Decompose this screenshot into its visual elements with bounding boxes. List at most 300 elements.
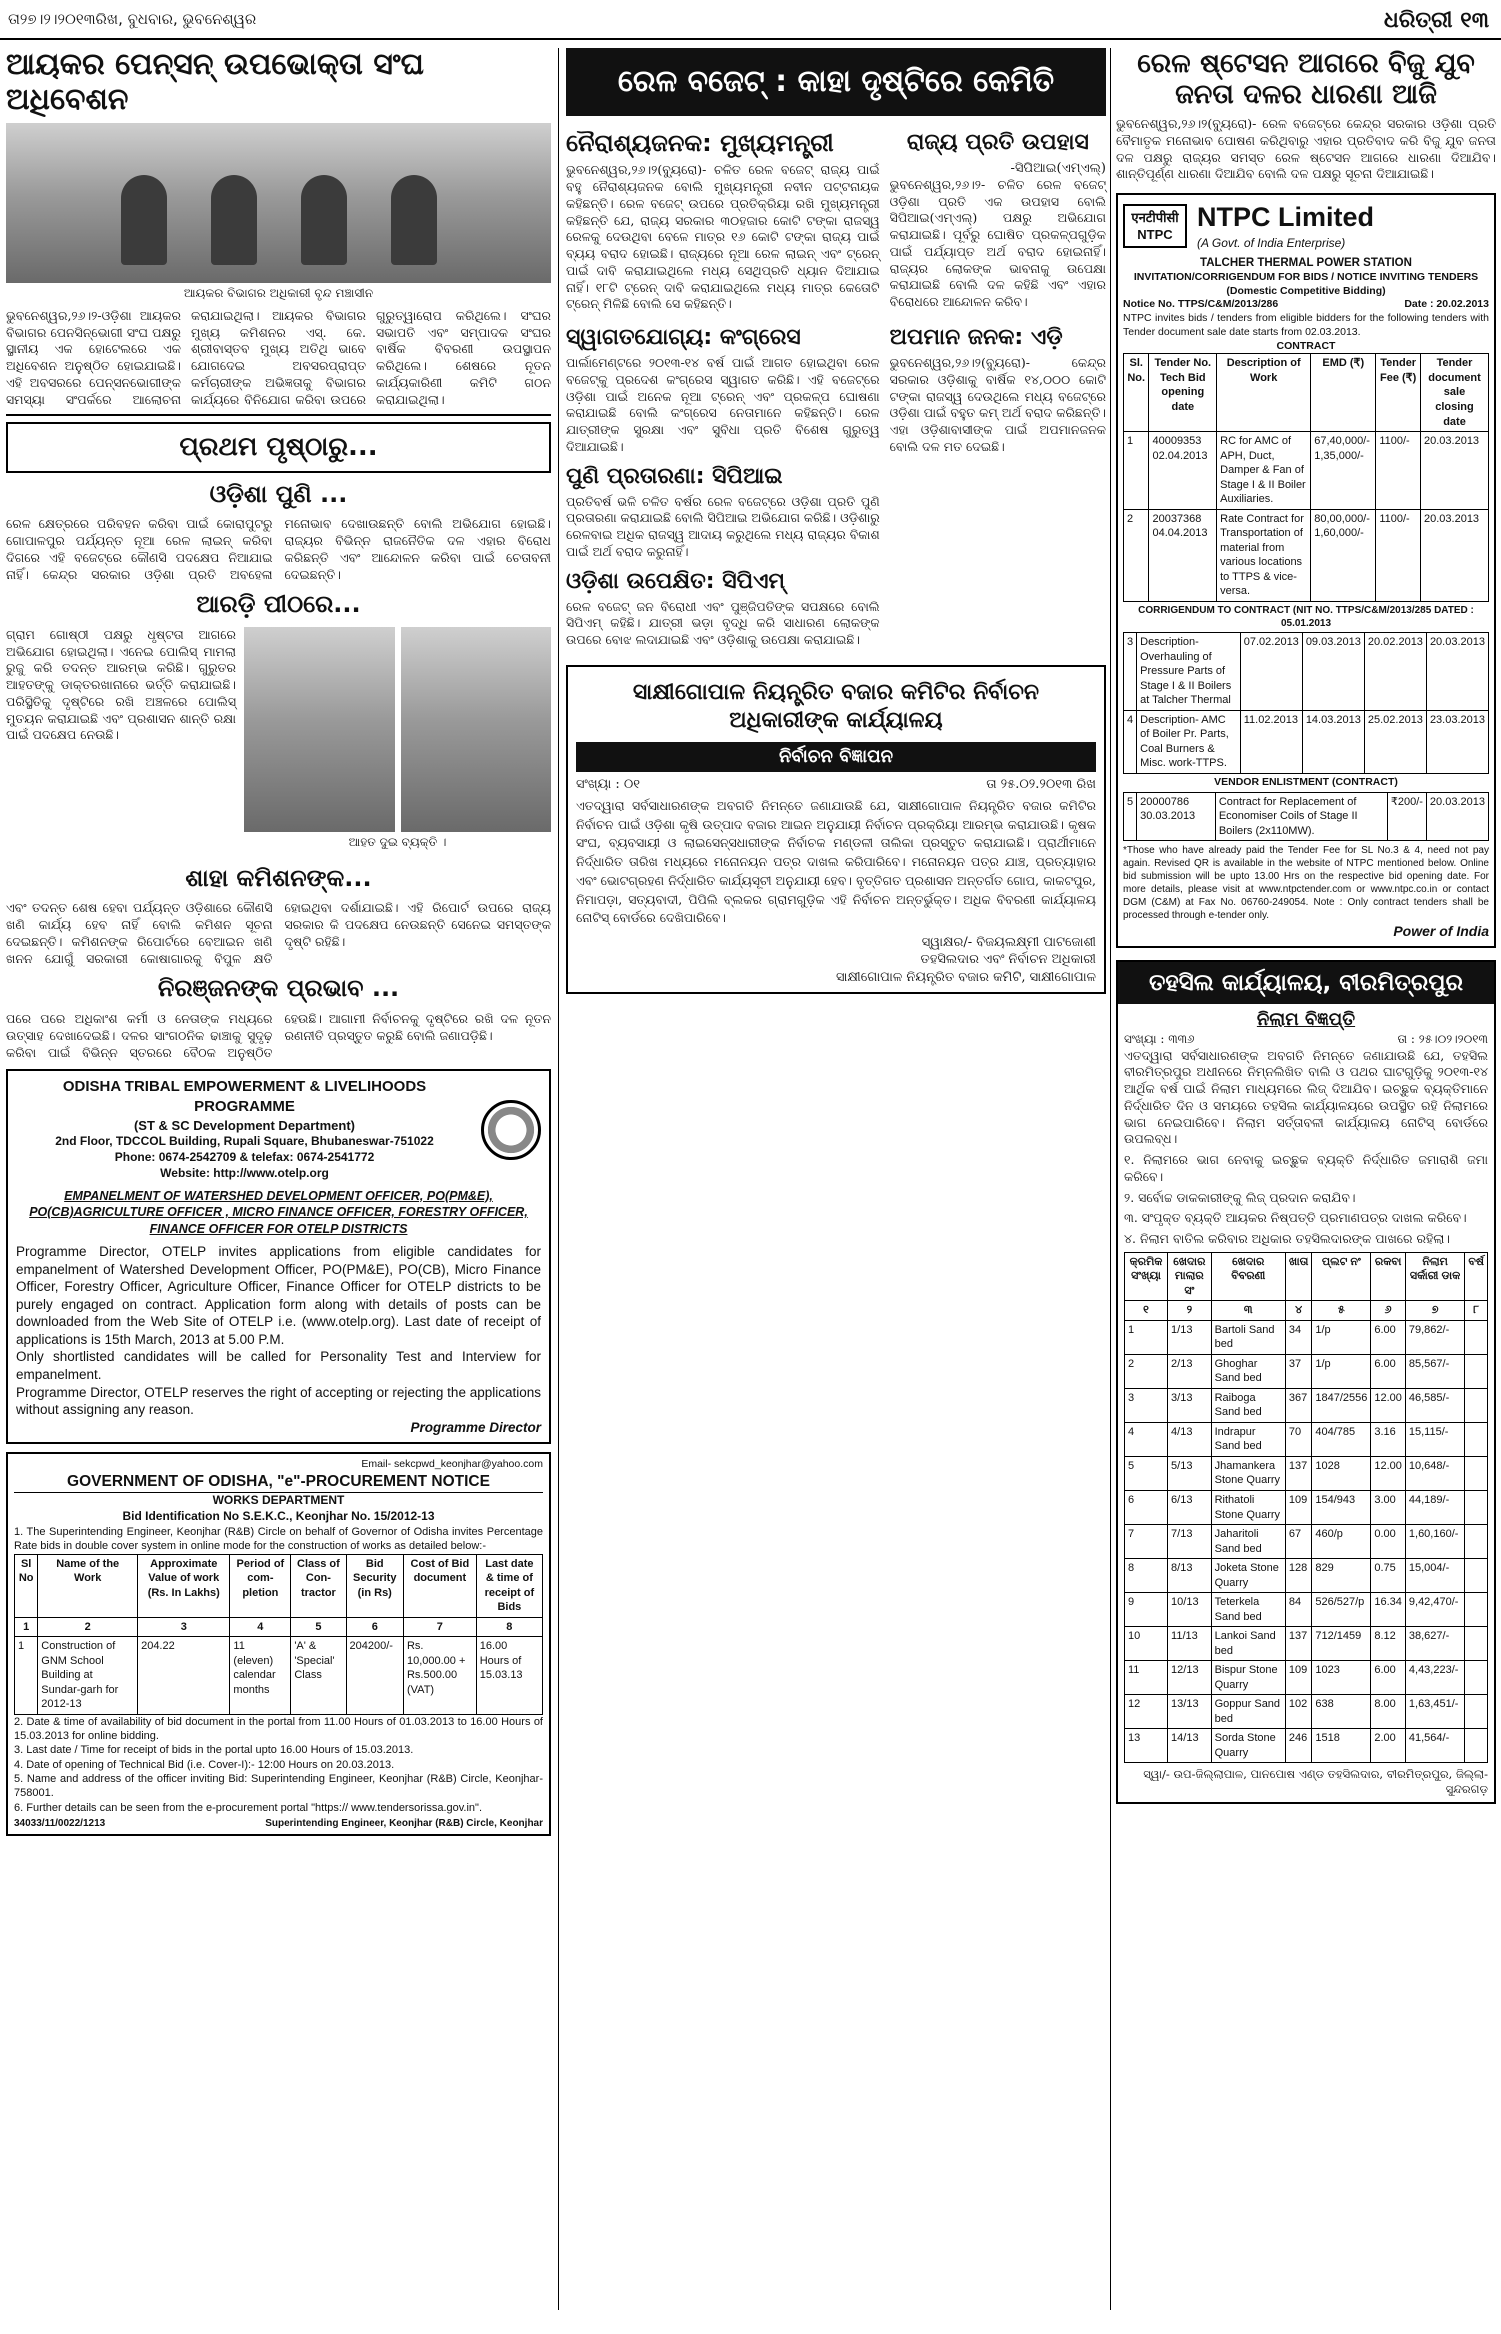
table-header: ୪: [1285, 1301, 1311, 1321]
table-header: ୭: [1405, 1301, 1464, 1321]
table-header: 5: [291, 1617, 346, 1637]
table-cell: 7/13: [1168, 1525, 1212, 1559]
ntpc-notes: *Those who have already paid the Tender Fee for SL No.3 & 4, need not pay again. Revised QR is available in the website of NTPC mentioned below. Online bid submission will be upto 13.00 Hrs on the respective bid opening date. For more details, please visit at www.ntpctender.com or www.ntpc.co.in or contact DGM (C&M) at Fax No. 06760-249054. Note : Only contract tenders shall be processed through e-tender only.: [1123, 845, 1489, 922]
table-cell: 5/13: [1168, 1456, 1212, 1490]
ntpc-intro: NTPC invites bids / tenders from eligible bidders for the following tenders with Tender document sale date starts from 02.03.2013.: [1123, 312, 1489, 338]
rail-budget-headline: ରେଳ ବଜେଟ୍ : କାହା ଦୃଷ୍ଟିରେ କେମିତି: [566, 48, 1106, 116]
sakhigopal-subtitle: ନିର୍ବାଚନ ବିଜ୍ଞାପନ: [576, 742, 1096, 772]
tahasil-sub: ନିଲାମ ବିଜ୍ଞପ୍ତି: [1256, 1008, 1356, 1030]
table-cell: 109: [1285, 1661, 1311, 1695]
table-cell: [1465, 1729, 1488, 1763]
table-row: [1124, 432, 1489, 510]
otelp-sign: Programme Director: [410, 1419, 541, 1435]
table-cell: 526/527/p: [1312, 1593, 1371, 1627]
otelp-dept: (ST & SC Development Department): [133, 1118, 356, 1133]
table-cell: 20.03.2013: [1421, 509, 1489, 601]
table-cell: 'A' & 'Special' Class: [291, 1637, 346, 1715]
table-cell: ₹200/-: [1387, 792, 1426, 841]
congress-title: ସ୍ୱାଗତଯୋଗ୍ୟ: କଂଗ୍ରେସ: [566, 325, 801, 351]
table-cell: Sorda Stone Quarry: [1211, 1729, 1285, 1763]
table-cell: 20000786 30.03.2013: [1137, 792, 1216, 841]
table-cell: 10/13: [1168, 1593, 1212, 1627]
table-cell: 1: [1124, 432, 1149, 510]
ntpc-vendor-table: [1123, 792, 1489, 842]
table-cell: 14.03.2013: [1302, 710, 1364, 773]
otelp-website: Website: http://www.otelp.org: [160, 1165, 329, 1180]
table-cell: 11/13: [1168, 1627, 1212, 1661]
tahasil-title: ତହସିଲ କାର୍ଯ୍ୟାଳୟ, ବୀରମିତ୍ରପୁର: [1118, 962, 1494, 1004]
tahasil-condition: ୪. ନିଲାମ ବାତିଲ କରିବାର ଅଧିକାର ତହସିଲଦାରଙ୍କ ପାଖରେ ରହିଲା।: [1124, 1231, 1450, 1247]
table-cell: 1/p: [1312, 1320, 1371, 1354]
neglect-title: ଓଡ଼ିଶା ଉପେକ୍ଷିତ: ସିପିଏମ୍: [566, 568, 785, 594]
ntpc-corr-table: [1123, 632, 1489, 774]
eproc-note: 3. Last date / Time for receipt of bids in the portal upto 16.00 Hours of 15.03.2013.: [14, 1744, 414, 1757]
table-cell: 1,63,451/-: [1405, 1695, 1464, 1729]
table-cell: 137: [1285, 1456, 1311, 1490]
table-cell: 09.03.2013: [1302, 633, 1364, 711]
table-cell: 4: [1124, 710, 1137, 773]
state-byline: -ସିପିଆଇ(ଏମ୍ଏଲ୍): [1010, 160, 1106, 176]
front-page-title: ପ୍ରଥମ ପୃଷ୍ଠାରୁ...: [179, 432, 378, 463]
table-cell: [1465, 1490, 1488, 1524]
injured-photo-1: [244, 627, 395, 832]
state-title: ରାଜ୍ୟ ପ୍ରତି ଉପହାସ: [906, 129, 1089, 155]
insult-body: ଭୁବନେଶ୍ୱର,୨୬।୨(ବ୍ୟୁରୋ)- କେନ୍ଦ୍ର ସରକାର ଓଡ଼ିଶାକୁ ବାର୍ଷିକ ୧୪,୦୦୦ କୋଟି ଟଙ୍କା ରାଜସ୍ୱ ଦେଉଥିଲେ ମଧ୍ୟ ବଜେଟ୍‌ରେ ଓଡ଼ିଶା ପାଇଁ ବହୁତ କମ୍ ଅର୍ଥ ବରାଦ କରିଛନ୍ତି। ଏହା ଓଡ଼ିଶାବାସୀଙ୍କ ପାଇଁ ଅପମାନଜନକ ବୋଲି ଦଳ ମତ ଦେଇଛି।: [889, 355, 1106, 454]
injured-photos: [244, 627, 551, 857]
divider: [6, 414, 551, 416]
eproc-code: 34033/11/0022/1213: [14, 1817, 106, 1829]
table-cell: 2/13: [1168, 1354, 1212, 1388]
table-cell: 14/13: [1168, 1729, 1212, 1763]
table-cell: 102: [1285, 1695, 1311, 1729]
table-cell: Jaharitoli Sand bed: [1211, 1525, 1285, 1559]
table-cell: 712/1459: [1312, 1627, 1371, 1661]
column-left: [6, 48, 551, 2310]
odisha-again-title: ଓଡ଼ିଶା ପୁଣି ...: [209, 479, 348, 508]
table-cell: Rs. 10,000.00 + Rs.500.00 (VAT): [403, 1637, 476, 1715]
table-cell: 11 (eleven) calendar months: [230, 1637, 291, 1715]
person-figure: [211, 175, 257, 265]
table-cell: 4/13: [1168, 1422, 1212, 1456]
front-page-box: [6, 422, 551, 472]
tahasil-condition: ୩. ସଂପୃକ୍ତ ବ୍ୟକ୍ତି ଆୟକର ନିଷ୍ପତ୍ତି ପ୍ରମାଣପତ୍ର ଦାଖଲ କରିବେ।: [1124, 1210, 1467, 1226]
table-cell: 0.00: [1371, 1525, 1406, 1559]
table-header: 6: [346, 1617, 403, 1637]
injured-caption: ଆହତ ଦୁଇ ବ୍ୟକ୍ତି ।: [348, 834, 447, 849]
insult-title: ଅପମାନ ଜନକ: ଏଡ଼ି: [889, 325, 1063, 351]
tahasil-date: ତା : ୨୫।୦୨।୨୦୧୩: [1397, 1031, 1488, 1046]
table-header: Class of Con-tractor: [291, 1554, 346, 1617]
ntpc-sub: (A Govt. of India Enterprise): [1197, 235, 1346, 250]
table-row: [1124, 710, 1489, 773]
table-cell: 204200/-: [346, 1637, 403, 1715]
table-cell: 13: [1125, 1729, 1168, 1763]
table-cell: 6.00: [1371, 1354, 1406, 1388]
tahasil-condition: ୨. ସର୍ବୋଚ୍ଚ ଡାକକାରୀଙ୍କୁ ଲିଜ୍ ପ୍ରଦାନ କରାଯିବ।: [1124, 1189, 1356, 1205]
table-cell: Goppur Sand bed: [1211, 1695, 1285, 1729]
table-cell: 40009353 02.04.2013: [1149, 432, 1217, 510]
table-cell: 7: [1125, 1525, 1168, 1559]
table-cell: 16.00 Hours of 15.03.13: [476, 1637, 542, 1715]
table-row: [1124, 509, 1489, 601]
table-header: Description of Work: [1217, 354, 1311, 432]
bjd-body: ଭୁବନେଶ୍ୱର,୨୬।୨(ବ୍ୟୁରୋ)- ରେଳ ବଜେଟ୍‌ରେ କେନ୍ଦ୍ର ସରକାର ଓଡ଼ିଶା ପ୍ରତି ବୈମାତୃକ ମନୋଭାବ ପୋଷଣ କରିଥିବାରୁ ଏହାର ପ୍ରତିବାଦ କରି ବିଜୁ ଯୁବ ଜନତା ଦଳ ପକ୍ଷରୁ ରାଜ୍ୟର ସମସ୍ତ ରେଳ ଷ୍ଟେସନ ଆଗରେ ଧାରଣା ଦିଆଯିବ। ଶାନ୍ତିପୂର୍ଣ୍ଣ ଧାରଣା ଦିଆଯିବ ବୋଲି ଦଳ ପକ୍ଷରୁ ସୂଚନା ଦିଆଯାଇଛି।: [1116, 116, 1496, 182]
table-cell: 15,004/-: [1405, 1559, 1464, 1593]
table-cell: 1,60,160/-: [1405, 1525, 1464, 1559]
tahasil-notice: [1116, 960, 1496, 1804]
shah-body: ଏବଂ ତଦନ୍ତ ଶେଷ ହେବା ପର୍ଯ୍ୟନ୍ତ ଓଡ଼ିଶାରେ କୌଣସି ଖଣି କାର୍ଯ୍ୟ ହେବ ନାହିଁ ବୋଲି କମିଶନ ସୂଚନା ଦେଇଛନ୍ତି। କମିଶନଙ୍କ ରିପୋର୍ଟରେ ବେଆଇନ ଖଣି ଖନନ ଯୋଗୁଁ ସରକାରୀ କୋଷାଗାରକୁ ବିପୁଳ କ୍ଷତି ହୋଇଥିବା ଦର୍ଶାଯାଇଛି। ଏହି ରିପୋର୍ଟ ଉପରେ ରାଜ୍ୟ ସରକାର କି ପଦକ୍ଷେପ ନେଉଛନ୍ତି ସେନେଇ ସମସ୍ତଙ୍କ ଦୃଷ୍ଟି ରହିଛି।: [6, 900, 551, 966]
ntpc-table: [1123, 353, 1489, 601]
ntpc-corr: CORRIGENDUM TO CONTRACT (NIT NO. TTPS/C&M/2013/285 DATED : 05.01.2013: [1138, 604, 1474, 629]
table-header: Bid Security (in Rs): [346, 1554, 403, 1617]
table-cell: 11.02.2013: [1240, 710, 1302, 773]
table-cell: 8.12: [1371, 1627, 1406, 1661]
person-figure: [301, 175, 347, 265]
table-header: Tender document sale closing date: [1421, 354, 1489, 432]
table-cell: 109: [1285, 1490, 1311, 1524]
table-cell: 6.00: [1371, 1661, 1406, 1695]
table-cell: 44,189/-: [1405, 1490, 1464, 1524]
table-cell: Ghoghar Sand bed: [1211, 1354, 1285, 1388]
otelp-phone: Phone: 0674-2542709 & telefax: 0674-2541772: [114, 1149, 375, 1164]
table-cell: Lankoi Sand bed: [1211, 1627, 1285, 1661]
table-header: Approximate Value of work (Rs. In Lakhs): [138, 1554, 230, 1617]
table-cell: 6/13: [1168, 1490, 1212, 1524]
otelp-subject: EMPANELMENT OF WATERSHED DEVELOPMENT OFFICER, PO(PM&E), PO(CB)AGRICULTURE OFFICER , MICRO FINANCE OFFICER, FORESTRY OFFICER, FINANCE OFFICER FOR OTELP DISTRICTS: [29, 1188, 528, 1236]
table-cell: 80,00,000/- 1,60,000/-: [1311, 509, 1376, 601]
header-date: ତା୨୭।୨।୨୦୧୩ରିଖ, ବୁଧବାର, ଭୁବନେଶ୍ୱର: [8, 10, 257, 28]
pension-photo: [6, 123, 551, 283]
table-cell: 128: [1285, 1559, 1311, 1593]
table-cell: Rate Contract for Transportation of material from various locations to TTPS & vice-versa.: [1217, 509, 1311, 601]
odisha-again-body: ରେଳ କ୍ଷେତ୍ରରେ ପରିବହନ କରିବା ପାଇଁ କୋରାପୁଟରୁ ଗୋପାଳପୁର ପର୍ଯ୍ୟନ୍ତ ନୂଆ ରେଳ ଲାଇନ୍ କରିବା ଦିଗରେ ଏହି ବଜେଟ୍‌ରେ କୌଣସି ପଦକ୍ଷେପ ନିଆଯାଇ ନାହିଁ। କେନ୍ଦ୍ର ସରକାର ଓଡ଼ିଶା ପ୍ରତି ଅବହେଳା ମନୋଭାବ ଦେଖାଉଛନ୍ତି ବୋଲି ଅଭିଯୋଗ ହୋଇଛି। ରାଜ୍ୟର ବିଭିନ୍ନ ରାଜନୈତିକ ଦଳ ଏହାର ବିରୋଧ କରିଛନ୍ତି ଏବଂ ଆନ୍ଦୋଳନ କରିବା ପାଇଁ ଚେତାବନୀ ଦେଇଛନ୍ତି।: [6, 516, 551, 582]
table-cell: 1/p: [1312, 1354, 1371, 1388]
table-header: କ୍ରମିକ ସଂଖ୍ୟା: [1125, 1252, 1168, 1301]
neglect-body: ରେଳ ବଜେଟ୍ ଜନ ବିରୋଧୀ ଏବଂ ପୁଞ୍ଜିପତିଙ୍କ ସପକ୍ଷରେ ବୋଲି ସିପିଏମ୍ କହିଛି। ଯାତ୍ରୀ ଭଡ଼ା ବୃଦ୍ଧି କରି ସାଧାରଣ ଲୋକଙ୍କ ଉପରେ ବୋଝ ଲଦାଯାଇଛି ଏବଂ ଓଡ଼ିଶାକୁ ଉପେକ୍ଷା କରାଯାଇଛି।: [566, 598, 880, 648]
table-cell: 20.02.2013: [1364, 633, 1426, 711]
otelp-body-2: Only shortlisted candidates will be called for Personality Test and Interview for empanelment.: [16, 1349, 541, 1382]
table-header: ଖାତା: [1285, 1252, 1311, 1301]
table-cell: 46,585/-: [1405, 1388, 1464, 1422]
pithore-row: [6, 627, 551, 857]
table-header: ୫: [1312, 1301, 1371, 1321]
table-row: [1125, 1661, 1488, 1695]
table-cell: Joketa Stone Quarry: [1211, 1559, 1285, 1593]
ntpc-date: Date : 20.02.2013: [1404, 298, 1489, 311]
table-cell: 67,40,000/- 1,35,000/-: [1311, 432, 1376, 510]
sakhigopal-title: ସାକ୍ଷୀଗୋପାଳ ନିୟନ୍ତ୍ରିତ ବଜାର କମିଟିର ନିର୍ବାଚନ ଅଧିକାରୀଙ୍କ କାର୍ଯ୍ୟାଳୟ: [632, 679, 1040, 734]
table-cell: 20.03.2013: [1426, 792, 1488, 841]
table-cell: 10: [1125, 1627, 1168, 1661]
table-cell: 11: [1125, 1661, 1168, 1695]
table-cell: [1465, 1593, 1488, 1627]
table-cell: 15,115/-: [1405, 1422, 1464, 1456]
table-cell: 1023: [1312, 1661, 1371, 1695]
table-cell: RC for AMC of APH, Duct, Damper & Fan of Stage I & II Boiler Auxiliaries.: [1217, 432, 1311, 510]
eproc-note: 5. Name and address of the officer inviting Bid: Superintending Engineer, Keonjhar (R&B) Circle, Keonjhar-758001.: [14, 1773, 543, 1800]
table-cell: 460/p: [1312, 1525, 1371, 1559]
eproc-table: [14, 1554, 543, 1715]
shah-title: ଶାହା କମିଶନଙ୍କ...: [185, 863, 372, 892]
otelp-address: 2nd Floor, TDCCOL Building, Rupali Square, Bhubaneswar-751022: [55, 1134, 434, 1149]
tahasil-table: [1124, 1252, 1488, 1763]
table-cell: 6.00: [1371, 1320, 1406, 1354]
table-cell: 3.00: [1371, 1490, 1406, 1524]
otelp-body-1: Programme Director, OTELP invites applications from eligible candidates for empanelment of Watershed Development Officer, PO(PM&E), PO(CB), Micro Finance Officer, Forestry Officer, Agriculture Officer, Finance Officer for OTELP districts to be purely engaged on contract. Application form along with details of posts can be downloaded from the Web Site of OTELP i.e. (www.otelp.org). Last date of receipt of applications is 15th March, 2013 at 5.00 P.M.: [16, 1244, 541, 1347]
odisha-emblem-icon: [481, 1100, 541, 1160]
table-cell: 4,43,223/-: [1405, 1661, 1464, 1695]
table-cell: [1465, 1388, 1488, 1422]
table-cell: Contract for Replacement of Economiser Coils of Stage II Boilers (2x110MW).: [1215, 792, 1387, 841]
ntpc-logo-icon: एनटीपीसी NTPC: [1123, 204, 1187, 248]
page-header: [0, 0, 1501, 40]
table-header: ୬: [1371, 1301, 1406, 1321]
table-cell: [1465, 1559, 1488, 1593]
table-cell: 137: [1285, 1627, 1311, 1661]
eproc-note: 4. Date of opening of Technical Bid (i.e. Cover-I):- 12:00 Hours on 20.03.2013.: [14, 1758, 395, 1771]
table-cell: 12.00: [1371, 1388, 1406, 1422]
table-header: Tender Fee (₹): [1376, 354, 1421, 432]
table-cell: 246: [1285, 1729, 1311, 1763]
table-cell: [1465, 1354, 1488, 1388]
ntpc-contract: CONTRACT: [1276, 339, 1336, 352]
otelp-title: ODISHA TRIBAL EMPOWERMENT & LIVELIHOODS PROGRAMME: [62, 1078, 427, 1116]
column-rule: [1110, 48, 1111, 2310]
cheat-body: ପ୍ରତିବର୍ଷ ଭଳି ଚଳିତ ବର୍ଷର ରେଳ ବଜେଟ୍‌ରେ ଓଡ଼ିଶା ପ୍ରତି ପୁଣି ପ୍ରତାରଣା କରାଯାଇଛି ବୋଲି ସିପିଆଇ ଅଭିଯୋଗ କରିଛି। ଓଡ଼ିଶାରୁ ରେଳବାଇ ଅଧିକ ରାଜସ୍ୱ ଆଦାୟ କରୁଥିଲେ ମଧ୍ୟ ରାଜ୍ୟର ବିକାଶ ପାଇଁ ଅର୍ଥ ବରାଦ କରୁନାହିଁ।: [566, 493, 880, 559]
table-cell: 1: [1125, 1320, 1168, 1354]
table-cell: 84: [1285, 1593, 1311, 1627]
table-cell: 1: [15, 1637, 38, 1715]
table-cell: 85,567/-: [1405, 1354, 1464, 1388]
table-row: [1125, 1729, 1488, 1763]
table-cell: 12: [1125, 1695, 1168, 1729]
table-row: [1125, 1422, 1488, 1456]
table-cell: 5: [1124, 792, 1137, 841]
table-cell: 9,42,470/-: [1405, 1593, 1464, 1627]
eproc-note: 6. Further details can be seen from the e-procurement portal "https:// www.tendersorissa.gov.in".: [14, 1801, 482, 1814]
table-header: ୩: [1211, 1301, 1285, 1321]
table-row: [1125, 1490, 1488, 1524]
table-cell: Teterkela Sand bed: [1211, 1593, 1285, 1627]
table-cell: 6: [1125, 1490, 1168, 1524]
bjd-headline: ରେଳ ଷ୍ଟେସନ ଆଗରେ ବିଜୁ ଯୁବ ଜନତା ଦଳର ଧାରଣା ଆଜି: [1137, 48, 1475, 111]
table-header: 2: [38, 1617, 138, 1637]
table-header: ରକବା: [1371, 1252, 1406, 1301]
table-header: ପ୍ଲଟ ନଂ: [1312, 1252, 1371, 1301]
table-cell: 1100/-: [1376, 509, 1421, 601]
eproc-works: WORKS DEPARTMENT: [212, 1493, 345, 1508]
table-header: Period of com-pletion: [230, 1554, 291, 1617]
table-cell: 154/943: [1312, 1490, 1371, 1524]
table-header: ୧: [1125, 1301, 1168, 1321]
cm-body: ଭୁବନେଶ୍ୱର,୨୬।୨(ବ୍ୟୁରୋ)- ଚଳିତ ରେଳ ବଜେଟ୍ ରାଜ୍ୟ ପାଇଁ ବହୁ ନୈରାଶ୍ୟଜନକ ବୋଲି ମୁଖ୍ୟମନ୍ତ୍ରୀ ନବୀନ ପଟ୍ଟନାୟକ କହିଛନ୍ତି। ରେଳ ବଜେଟ୍ ଉପରେ ପ୍ରତିକ୍ରିୟା ରଖି ମୁଖ୍ୟମନ୍ତ୍ରୀ କହିଛନ୍ତି ଯେ, ରାଜ୍ୟ ସରକାର ୩୦ହଜାର କୋଟି ଟଙ୍କା ରାଜସ୍ୱ ରେଳକୁ ଦେଉଥିବା ବେଳେ ମାତ୍ର ୧୬ କୋଟି ଟଙ୍କା ରାଜ୍ୟ ପାଇଁ ବ୍ୟୟ ବରାଦ ହୋଇଛି। ରାଜ୍ୟରେ ନୂଆ ରେଳ ଲାଇନ୍ ଏବଂ ଟ୍ରେନ୍ ପାଇଁ ଦାବି କରାଯାଇଥିଲେ ମଧ୍ୟ ସେଥିପ୍ରତି ଧ୍ୟାନ ଦିଆଯାଇ ନାହିଁ। ୧୮ଟି ଟ୍ରେନ୍ ଦାବି କରାଯାଇଥିଲେ ମଧ୍ୟ ମାତ୍ର କେତୋଟି ଟ୍ରେନ୍ ମିଳିଛି ବୋଲି ସେ କହିଛନ୍ତି।: [566, 162, 880, 312]
pithore-title: ଆରଡ଼ି ପୀଠରେ...: [196, 590, 361, 619]
table-cell: 12.00: [1371, 1456, 1406, 1490]
ntpc-station: TALCHER THERMAL POWER STATION: [1200, 256, 1412, 269]
ntpc-ad: [1116, 193, 1496, 947]
table-header: ୮: [1465, 1301, 1488, 1321]
sakhigopal-sign3: ସାକ୍ଷୀଗୋପାଳ ନିୟନ୍ତ୍ରିତ ବଜାର କମିଟି, ସାକ୍ଷୀଗୋପାଳ: [835, 969, 1096, 985]
otelp-ad: [6, 1069, 551, 1444]
column-right: [1116, 48, 1496, 2310]
table-cell: [1465, 1695, 1488, 1729]
table-cell: [1465, 1525, 1488, 1559]
state-body: ଭୁବନେଶ୍ୱର,୨୬।୨- ଚଳିତ ରେଳ ବଜେଟ୍ ଓଡ଼ିଶା ପ୍ରତି ଏକ ଉପହାସ ବୋଲି ସିପିଆଇ(ଏମ୍ଏଲ୍) ପକ୍ଷରୁ ଅଭିଯୋଗ କରାଯାଇଛି। ପୂର୍ବରୁ ଘୋଷିତ ପ୍ରକଳ୍ପଗୁଡ଼ିକ ପାଇଁ ପର୍ଯ୍ୟାପ୍ତ ଅର୍ଥ ବରାଦ ହୋଇନାହିଁ। ରାଜ୍ୟର ଲୋକଙ୍କ ଭାବନାକୁ ଉପେକ୍ଷା କରାଯାଇଛି ବୋଲି ଦଳ କହିଛି ଏବଂ ଏହାର ବିରୋଧରେ ଆନ୍ଦୋଳନ କରିବ।: [889, 176, 1106, 310]
eproc-email: Email- sekcpwd_keonjhar@yahoo.com: [361, 1458, 543, 1471]
table-cell: 367: [1285, 1388, 1311, 1422]
table-cell: Description- Overhauling of Pressure Parts of Stage I & II Boilers at Talcher Thermal: [1137, 633, 1241, 711]
table-row: [1125, 1695, 1488, 1729]
table-cell: [1465, 1456, 1488, 1490]
table-header: ନିଲାମ ସର୍କାରୀ ଡାକ: [1405, 1252, 1464, 1301]
table-cell: Construction of GNM School Building at Sundar-garh for 2012-13: [38, 1637, 138, 1715]
table-cell: Bartoli Sand bed: [1211, 1320, 1285, 1354]
table-cell: 13/13: [1168, 1695, 1212, 1729]
eproc-bid: Bid Identification No S.E.K.C., Keonjhar No. 15/2012-13: [122, 1509, 435, 1524]
table-cell: 25.02.2013: [1364, 710, 1426, 773]
table-cell: 70: [1285, 1422, 1311, 1456]
table-cell: [1465, 1422, 1488, 1456]
pithore-body: ଗ୍ରାମ ଗୋଷ୍ଠୀ ପକ୍ଷରୁ ଧୃଷ୍ଟତା ଆଗରେ ଅଭିଯୋଗ ହୋଇଥିଲା। ଏନେଇ ପୋଲିସ୍ ମାମଲା ରୁଜୁ କରି ତଦନ୍ତ ଆରମ୍ଭ କରିଛି। ଗୁରୁତର ଆହତଙ୍କୁ ଡାକ୍ତରଖାନାରେ ଭର୍ତ୍ତି କରାଯାଇଛି। ପରିସ୍ଥିତିକୁ ଦୃଷ୍ଟିରେ ରଖି ଅଞ୍ଚଳରେ ପୋଲିସ୍ ମୁତୟନ କରାଯାଇଛି ଏବଂ ପ୍ରଶାସନ ଶାନ୍ତି ରକ୍ଷା ପାଇଁ ପଦକ୍ଷେପ ନେଉଛି।: [6, 626, 236, 743]
ntpc-nit: Notice No. TTPS/C&M/2013/286: [1123, 298, 1279, 311]
column-middle: [566, 48, 1106, 2310]
table-header: ଖେଦାର ମାଲାର ସଂ: [1168, 1252, 1212, 1301]
table-cell: 9: [1125, 1593, 1168, 1627]
table-header: 4: [230, 1617, 291, 1637]
table-cell: 67: [1285, 1525, 1311, 1559]
table-cell: [1465, 1320, 1488, 1354]
table-header: Name of the Work: [38, 1554, 138, 1617]
niranjan-title: ନିରଞ୍ଜନଙ୍କ ପ୍ରଭାବ ...: [157, 974, 400, 1003]
table-cell: 2: [1125, 1354, 1168, 1388]
table-header: 3: [138, 1617, 230, 1637]
table-cell: 1847/2556: [1312, 1388, 1371, 1422]
table-header: Sl. No.: [1124, 354, 1149, 432]
table-cell: 79,862/-: [1405, 1320, 1464, 1354]
table-cell: Indrapur Sand bed: [1211, 1422, 1285, 1456]
table-cell: 3: [1125, 1388, 1168, 1422]
tahasil-sign: ସ୍ୱା/- ଉପ-ଜିଲ୍ଲାପାଳ, ପାନପୋଷ ଏଣ୍ଡ ତହସିଲଦାର, ବୀରମିତ୍ରପୁର, ଜିଲ୍ଲା-ସୁନ୍ଦରଗଡ଼: [1143, 1767, 1488, 1797]
table-cell: 2: [1124, 509, 1149, 601]
pension-headline: ଆୟକର ପେନ୍‌ସନ୍ ଉପଭୋକ୍ତା ସଂଘ ଅଧିବେଶନ: [6, 47, 424, 117]
eproc-ad: [6, 1452, 551, 1836]
table-row: [1125, 1456, 1488, 1490]
table-cell: 3.16: [1371, 1422, 1406, 1456]
niranjan-body: ପରେ ପରେ ଅଧିକାଂଶ କର୍ମୀ ଓ ନେତାଙ୍କ ମଧ୍ୟରେ ଉତ୍ସାହ ଦେଖାଦେଇଛି। ଦଳର ସାଂଗଠନିକ ଢାଞ୍ଚାକୁ ସୁଦୃଢ଼ କରିବା ପାଇଁ ବିଭିନ୍ନ ସ୍ତରରେ ବୈଠକ ଅନୁଷ୍ଠିତ ହେଉଛି। ଆଗାମୀ ନିର୍ବାଚନକୁ ଦୃଷ୍ଟିରେ ରଖି ଦଳ ନୂତନ ରଣନୀତି ପ୍ରସ୍ତୁତ କରୁଛି ବୋଲି ଜଣାପଡ଼ିଛି।: [6, 1011, 551, 1060]
table-cell: 41,564/-: [1405, 1729, 1464, 1763]
table-cell: 8.00: [1371, 1695, 1406, 1729]
table-cell: [1465, 1627, 1488, 1661]
table-cell: 8/13: [1168, 1559, 1212, 1593]
table-cell: 12/13: [1168, 1661, 1212, 1695]
table-cell: Bispur Stone Quarry: [1211, 1661, 1285, 1695]
table-header: 1: [15, 1617, 38, 1637]
injured-photo-2: [401, 627, 552, 832]
table-cell: [1465, 1661, 1488, 1695]
table-cell: Description- AMC of Boiler Pr. Parts, Coal Burners & Misc. work-TTPS.: [1137, 710, 1241, 773]
sakhigopal-sign2: ତହସିଲଦାର ଏବଂ ନିର୍ବାଚନ ଅଧିକାରୀ: [920, 952, 1096, 968]
header-page: ଧରିତ୍ରୀ ୧୩: [1383, 8, 1489, 33]
table-cell: 8: [1125, 1559, 1168, 1593]
table-row: [1125, 1388, 1488, 1422]
pension-caption: ଆୟକର ବିଭାଗର ଅଧିକାରୀ ବୃନ୍ଦ ମଞ୍ଚାସୀନ: [183, 286, 374, 300]
table-row: [1125, 1559, 1488, 1593]
table-header: 8: [476, 1617, 542, 1637]
table-cell: Rithatoli Stone Quarry: [1211, 1490, 1285, 1524]
table-cell: 1028: [1312, 1456, 1371, 1490]
table-row: [1124, 633, 1489, 711]
table-cell: 0.75: [1371, 1559, 1406, 1593]
table-cell: 3/13: [1168, 1388, 1212, 1422]
tahasil-condition: ୧. ନିଲାମରେ ଭାଗ ନେବାକୁ ଇଚ୍ଛୁକ ବ୍ୟକ୍ତି ନିର୍ଦ୍ଧାରିତ ଜମାରାଶି ଜମା କରିବେ।: [1124, 1152, 1488, 1184]
tahasil-conditions: [1124, 1152, 1488, 1248]
table-cell: Raiboga Sand bed: [1211, 1388, 1285, 1422]
eproc-notes: [14, 1715, 543, 1815]
table-cell: 10,648/-: [1405, 1456, 1464, 1490]
sakhigopal-sign: ସ୍ୱାକ୍ଷର/- ବିଜୟଲକ୍ଷ୍ମୀ ପାଟଜୋଶୀ: [921, 935, 1096, 951]
table-cell: 638: [1312, 1695, 1371, 1729]
table-cell: 20037368 04.04.2013: [1149, 509, 1217, 601]
table-row: [1125, 1627, 1488, 1661]
table-row: [1125, 1354, 1488, 1388]
table-cell: 1100/-: [1376, 432, 1421, 510]
tahasil-no: ସଂଖ୍ୟା : ୩୩୬: [1124, 1031, 1195, 1046]
person-figure: [391, 175, 437, 265]
table-cell: 07.02.2013: [1240, 633, 1302, 711]
table-cell: 23.03.2013: [1426, 710, 1488, 773]
table-header: Cost of Bid document: [403, 1554, 476, 1617]
table-cell: 404/785: [1312, 1422, 1371, 1456]
congress-body: ପାର୍ଲାମେଣ୍ଟରେ ୨୦୧୩-୧୪ ବର୍ଷ ପାଇଁ ଆଗତ ହୋଇଥିବା ରେଳ ବଜେଟ୍‌କୁ ପ୍ରଦେଶ କଂଗ୍ରେସ ସ୍ୱାଗତ କରିଛି। ଏହି ବଜେଟ୍‌ରେ ଓଡ଼ିଶା ପାଇଁ ଅନେକ ନୂଆ ଟ୍ରେନ୍ ଏବଂ ପ୍ରକଳ୍ପ ଘୋଷଣା କରାଯାଇଛି ବୋଲି କଂଗ୍ରେସ ନେତାମାନେ କହିଛନ୍ତି। ରେଳ ଯାତ୍ରୀଙ୍କ ସୁରକ୍ଷା ଏବଂ ସୁବିଧା ପ୍ରତି ବିଶେଷ ଗୁରୁତ୍ୱ ଦିଆଯାଇଛି।: [566, 355, 880, 454]
table-cell: 20.03.2013: [1421, 432, 1489, 510]
cm-title: ନୈରାଶ୍ୟଜନକ: ମୁଖ୍ୟମନ୍ତ୍ରୀ: [566, 128, 834, 157]
pension-body: ଭୁବନେଶ୍ୱର,୨୬।୨-ଓଡ଼ିଶା ଆୟକର ବିଭାଗର ପେନସିନ୍‌ଭୋଗୀ ସଂଘ ପକ୍ଷରୁ ସ୍ଥାନୀୟ ଏକ ହୋଟେଲରେ ଏକ ଅଧିବେଶନ ଅନୁଷ୍ଠିତ ହୋଇଯାଇଛି। ଏହି ଅବସରରେ ପେନ୍‌ସନଭୋଗୀଙ୍କ ସମସ୍ୟା ସଂପର୍କରେ ଆଲୋଚନା କରାଯାଇଥିଲା। ଆୟକର ବିଭାଗର ମୁଖ୍ୟ କମିଶନର ଏସ୍. କେ. ଶ୍ରୀବାସ୍ତବ ମୁଖ୍ୟ ଅତିଥି ଭାବେ ଯୋଗଦେଇ ଅବସରପ୍ରାପ୍ତ କର୍ମଚାରୀଙ୍କ ଅଭିଜ୍ଞତାକୁ ବିଭାଗର କାର୍ଯ୍ୟରେ ବିନିଯୋଗ କରିବା ଉପରେ ଗୁରୁତ୍ୱାରୋପ କରିଥିଲେ। ସଂଘର ସଭାପତି ଏବଂ ସମ୍ପାଦକ ସଂଘର ବାର୍ଷିକ ବିବରଣୀ ଉପସ୍ଥାପନ କରିଥିଲେ। ଶେଷରେ ନୂତନ କାର୍ଯ୍ୟକାରିଣୀ କମିଟି ଗଠନ କରାଯାଇଥିଲା।: [6, 307, 551, 407]
table-cell: 3: [1124, 633, 1137, 711]
person-figure: [121, 175, 167, 265]
tahasil-body: ଏତଦ୍ୱାରା ସର୍ବସାଧାରଣଙ୍କ ଅବଗତି ନିମନ୍ତେ ଜଣାଯାଉଛି ଯେ, ତହସିଲ ବୀରମିତ୍ରପୁର ଅଧୀନରେ ନିମ୍ନଲିଖିତ ବାଲି ଓ ପଥର ଘାଟଗୁଡ଼ିକୁ ୨୦୧୩-୧୪ ଆର୍ଥିକ ବର୍ଷ ପାଇଁ ନିଲାମ ମାଧ୍ୟମରେ ଲିଜ୍ ଦିଆଯିବ। ଇଚ୍ଛୁକ ବ୍ୟକ୍ତିମାନେ ନିର୍ଦ୍ଧାରିତ ଦିନ ଓ ସମୟରେ ତହସିଲ କାର୍ଯ୍ୟାଳୟରେ ଉପସ୍ଥିତ ରହି ନିଲାମରେ ଭାଗ ନେଇପାରିବେ। ନିଲାମ ସର୍ତ୍ତାବଳୀ କାର୍ଯ୍ୟାଳୟ ନୋଟିସ୍ ବୋର୍ଡରେ ଉପଲବ୍ଧ।: [1124, 1047, 1488, 1147]
eproc-sign: Superintending Engineer, Keonjhar (R&B) Circle, Keonjhar: [265, 1817, 543, 1829]
table-header: 7: [403, 1617, 476, 1637]
table-cell: 37: [1285, 1354, 1311, 1388]
table-header: ବର୍ଷ: [1465, 1252, 1488, 1301]
sakhigopal-body: ଏତଦ୍ୱାରା ସର୍ବସାଧାରଣଙ୍କ ଅବଗତି ନିମନ୍ତେ ଜଣାଯାଉଛି ଯେ, ସାକ୍ଷୀଗୋପାଳ ନିୟନ୍ତ୍ରିତ ବଜାର କମିଟିର ନିର୍ବାଚନ ପାଇଁ ଓଡ଼ିଶା କୃଷି ଉତ୍ପାଦ ବଜାର ଆଇନ ଅନୁଯାୟୀ ନିର୍ବାଚନ ପ୍ରକ୍ରିୟା ଆରମ୍ଭ କରାଯାଉଛି। କୃଷକ ସଂଘ, ବ୍ୟବସାୟୀ ଓ ଲାଇସେନ୍ସଧାରୀଙ୍କ ନିର୍ବାଚକ ମଣ୍ଡଳୀ ତାଲିକା ପ୍ରସ୍ତୁତ କରାଯାଇଛି। ପ୍ରାର୍ଥୀମାନେ ନିର୍ଦ୍ଧାରିତ ତାରିଖ ମଧ୍ୟରେ ମନୋନୟନ ପତ୍ର ଦାଖଲ କରିପାରିବେ। ମନୋନୟନ ପତ୍ର ଯାଞ୍ଚ, ପ୍ରତ୍ୟାହାର ଏବଂ ଭୋଟଗ୍ରହଣ ନିର୍ଦ୍ଧାରିତ କାର୍ଯ୍ୟସୂଚୀ ଅନୁଯାୟୀ ହେବ। ବୃତ୍ତିଗତ ପ୍ରଶାସନ ଅନ୍ତର୍ଗତ ଗୋପ, କାକଟପୁର, ନିମାପଡ଼ା, ସତ୍ୟବାଦୀ, ପିପିଲି ବ୍ଲକର ଗ୍ରାମଗୁଡ଼ିକ ଏହି ନିର୍ବାଚନ ଅନ୍ତର୍ଭୁକ୍ତ। ଅଧିକ ବିବରଣୀ କାର୍ଯ୍ୟାଳୟ ନୋଟିସ୍ ବୋର୍ଡରେ ଦେଖିପାରିବେ।: [576, 797, 1096, 926]
ntpc-inv: INVITATION/CORRIGENDUM FOR BIDS / NOTICE INVITING TENDERS (Domestic Competitive Bidding): [1133, 270, 1479, 297]
eproc-note: 2. Date & time of availability of bid document in the portal from 11.00 Hours of 01.03.2013 to 16.00 Hours of 15.03.2013 for online bidding.: [14, 1715, 543, 1743]
ntpc-title: NTPC Limited: [1197, 202, 1375, 233]
table-header: Tender No. Tech Bid opening date: [1149, 354, 1217, 432]
table-row: [1125, 1525, 1488, 1559]
table-row: [1125, 1593, 1488, 1627]
sakhigopal-date: ତା ୨୫.୦୨.୨୦୧୩ ରିଖ: [986, 776, 1096, 792]
otelp-body-3: Programme Director, OTELP reserves the right of accepting or rejecting the applications without assigning any reason.: [16, 1384, 541, 1418]
table-header: Last date & time of receipt of Bids: [476, 1554, 542, 1617]
table-cell: 1518: [1312, 1729, 1371, 1763]
eproc-title: GOVERNMENT OF ODISHA, "e"-PROCUREMENT NOTICE: [14, 1472, 543, 1493]
ntpc-footer: Power of India: [1393, 923, 1489, 940]
table-cell: 16.34: [1371, 1593, 1406, 1627]
table-cell: 5: [1125, 1456, 1168, 1490]
column-rule: [558, 48, 559, 2310]
table-header: ଖେଦାର ବିବରଣୀ: [1211, 1252, 1285, 1301]
table-cell: 1/13: [1168, 1320, 1212, 1354]
table-cell: 20.03.2013: [1426, 633, 1488, 711]
table-cell: 34: [1285, 1320, 1311, 1354]
table-header: Sl No: [15, 1554, 38, 1617]
table-cell: 204.22: [138, 1637, 230, 1715]
table-row: [1125, 1320, 1488, 1354]
table-cell: 4: [1125, 1422, 1168, 1456]
ntpc-vendor: VENDOR ENLISTMENT (CONTRACT): [1214, 775, 1398, 788]
